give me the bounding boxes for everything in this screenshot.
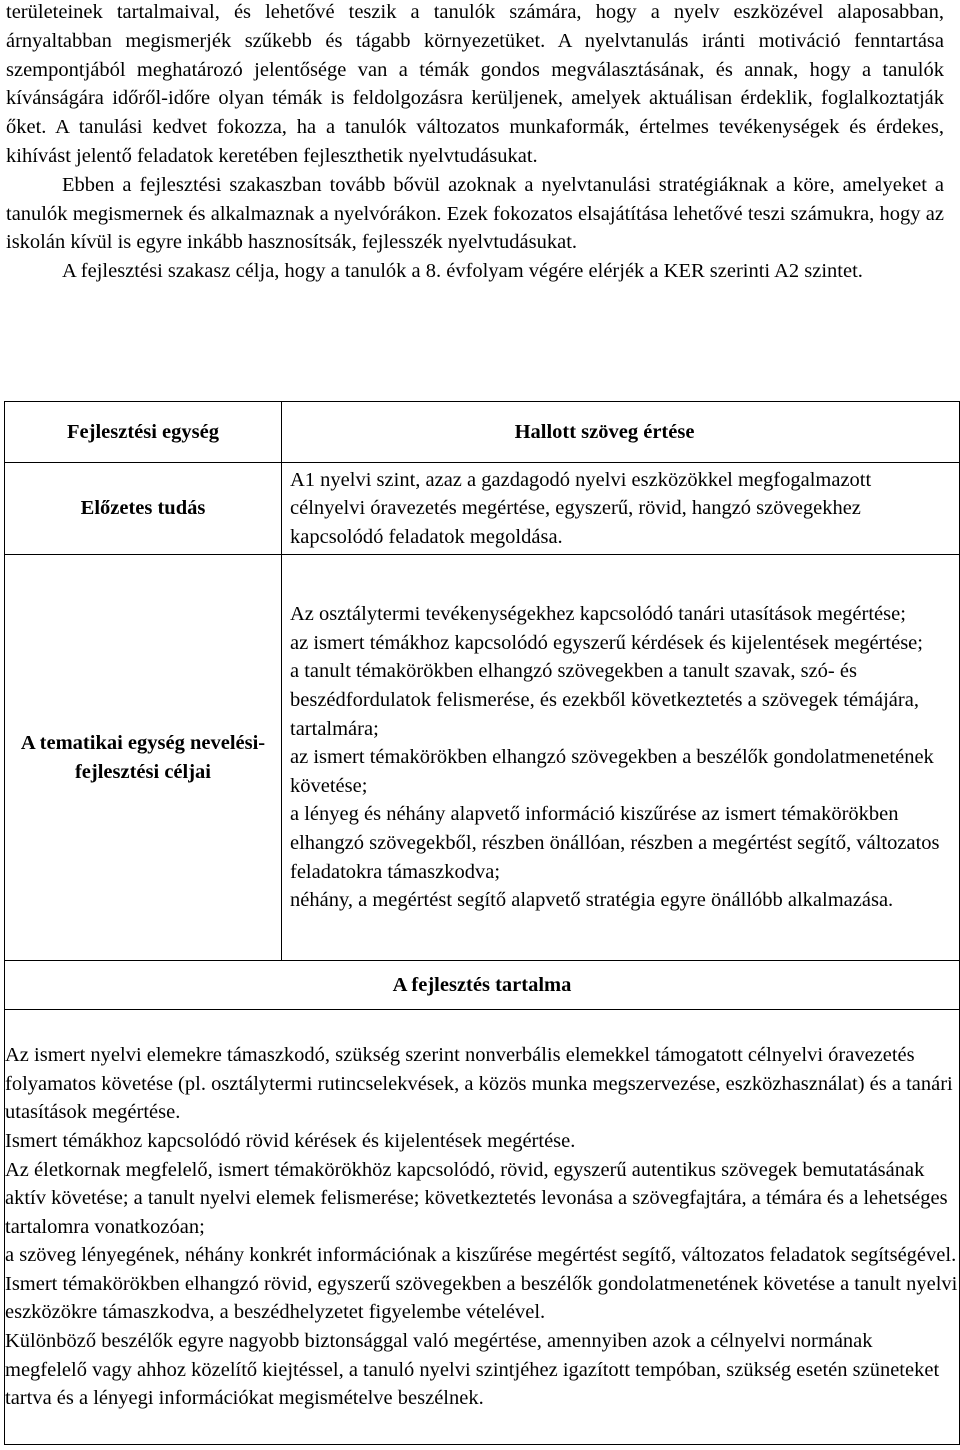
- content-item: Az életkornak megfelelő, ismert témakörökhöz kapcsolódó, rövid, egyszerű autentikus szövegek bemutatásának aktív követése; a tanult nyelvi elemek felismerése; következtetés levonása a szövegfajtára, a témára és a lehetséges tartalomra vonatkozóan;: [5, 1158, 948, 1238]
- content-item: Különböző beszélők egyre nagyobb biztonsággal való megértése, amennyiben azok a célnyelvi normának megfelelő vagy ahhoz közelítő kiejtéssel, a tanuló nyelvi szintjéhez igazított tempóban, szükség esetén szüneteket tartva és a lényegi információkat megismételve beszélnek.: [5, 1330, 940, 1410]
- goal-item: a lényeg és néhány alapvető információ kiszűrése az ismert témakörökben elhangzó szövegekből, részben önállóan, részben a megértést segítő, változatos feladatokra támaszkodva;: [290, 803, 940, 883]
- goals-label: A tematikai egység nevelési-fejlesztési céljai: [5, 555, 282, 961]
- intro-paragraph-2: Ebben a fejlesztési szakaszban tovább bővül azoknak a nyelvtanulási stratégiáknak a köre, amelyeket a tanulók megismernek és alkalmaznak a nyelvórákon. Ezek fokozatos elsajátítása lehetővé teszi számukra, hogy az iskolán kívül is egyre inkább hasznosítsák, fejlesszék nyelvtudásukat.: [6, 173, 944, 254]
- content-item: Ismert témákhoz kapcsolódó rövid kérések és kijelentések megértése.: [5, 1129, 576, 1152]
- prior-knowledge-value: A1 nyelvi szint, azaz a gazdagodó nyelvi eszközökkel megfogalmazott célnyelvi óravezetés megértése, egyszerű, rövid, hangzó szövegekhez kapcsolódó feladatok megoldása.: [282, 463, 960, 555]
- intro-paragraph-1: területeinek tartalmaival, és lehetővé teszik a tanulók számára, hogy a nyelv eszközével alaposabban, árnyaltabban megismerjék szűkebb és tágabb környezetüket. A nyelvtanulás iránti motiváció fenntartása szempontjából meghatározó jelentősége van a témák gondos megválasztásának, és annak, hogy a tanulók kívánságára időről-időre olyan témák is feldolgozásra kerüljenek, amelyek aktuálisan érdeklik, foglalkoztatják őket. A tanulási kedvet fokozza, ha a tanulók változatos munkaformák, értelmes tevékenységek és érdekes, kihívást jelentő feladatok keretében fejleszthetik nyelvtudásukat.: [6, 1, 944, 167]
- unit-label: Fejlesztési egység: [5, 402, 282, 463]
- intro-text: [6, 0, 944, 286]
- goal-item: néhány, a megértést segítő alapvető stratégia egyre önállóbb alkalmazása.: [290, 889, 894, 912]
- prior-knowledge-label: Előzetes tudás: [5, 463, 282, 555]
- table-row-content: [5, 1010, 960, 1445]
- unit-value: Hallott szöveg értése: [282, 402, 960, 463]
- goal-item: az ismert témakörökben elhangzó szövegekben a beszélők gondolatmenetének követése;: [290, 746, 934, 797]
- table-row-prior-knowledge: [5, 463, 960, 555]
- table-row-goals: [5, 555, 960, 961]
- content-item: Az ismert nyelvi elemekre támaszkodó, szükség szerint nonverbális elemekkel támogatott célnyelvi óravezetés folyamatos követése (pl. osztálytermi rutincselekvések, a közös munka megszervezése, eszközhasználat) és a tanári utasítások megértése.: [5, 1044, 953, 1124]
- goal-item: Az osztálytermi tevékenységekhez kapcsolódó tanári utasítások megértése;: [290, 603, 906, 626]
- content-item: Ismert témakörökben elhangzó rövid, egyszerű szövegekben a beszélők gondolatmenetének követése a tanult nyelvi eszközökre támaszkodva, a beszédhelyzetet figyelembe vételével.: [5, 1272, 958, 1324]
- content-title: A fejlesztés tartalma: [5, 961, 960, 1010]
- table-row-unit: [5, 402, 960, 463]
- curriculum-table: [4, 401, 960, 1445]
- table-row-content-title: [5, 961, 960, 1010]
- content-list: [5, 1010, 960, 1445]
- content-item: a szöveg lényegének, néhány konkrét információnak a kiszűrése megértést segítő, változatos feladatok segítségével.: [5, 1244, 957, 1267]
- goal-item: az ismert témákhoz kapcsolódó egyszerű kérdések és kijelentések megértése;: [290, 631, 923, 654]
- goals-list: [282, 555, 960, 961]
- goal-item: a tanult témakörökben elhangzó szövegekben a tanult szavak, szó- és beszédfordulatok felismerése, és ezekből következtetés a szövegek témájára, tartalmára;: [290, 660, 919, 740]
- intro-paragraph-3: A fejlesztési szakasz célja, hogy a tanulók a 8. évfolyam végére elérjék a KER szerinti A2 szintet.: [62, 260, 863, 283]
